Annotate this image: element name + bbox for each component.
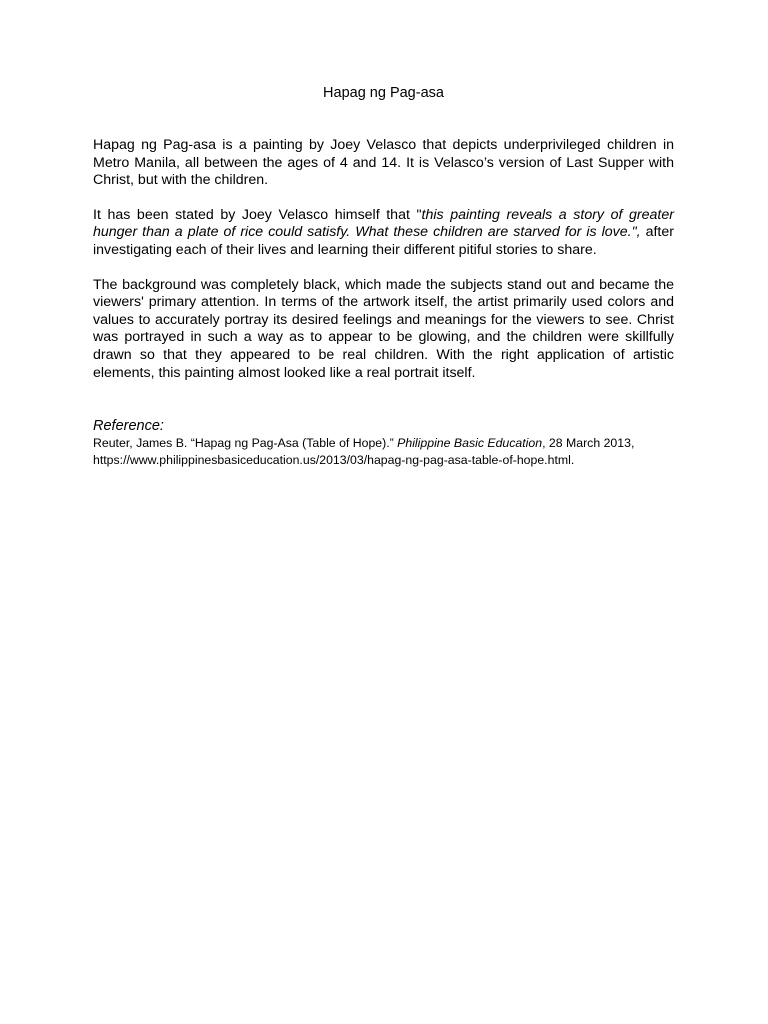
paragraph-intro: Hapag ng Pag-asa is a painting by Joey Velasco that depicts underprivileged children in Metro Manila, all between the ages of 4 and 14. It is Velasco’s version of Last Supper with Christ, but with the children. — [93, 137, 674, 189]
citation-url: https://www.philippinesbasiceducation.us/2013/03/hapag-ng-pag-asa-table-of-hope.html. — [93, 452, 575, 467]
quote-trailing-text: after investigating each of their lives and learning their different pitiful stories to share. — [93, 224, 674, 258]
document-page — [93, 84, 674, 468]
document-title: Hapag ng Pag-asa — [323, 85, 444, 101]
citation-author-title: Reuter, James B. “Hapag ng Pag-Asa (Table of Hope).” — [93, 436, 398, 451]
citation-date: , 28 March 2013, — [542, 436, 635, 451]
quote-lead-text: It has been stated by Joey Velasco himself that " — [93, 206, 422, 223]
velasco-quote: this painting reveals a story of greater hunger than a plate of rice could satisfy. What these children are starved for is love.", — [93, 206, 674, 241]
reference-citation — [93, 435, 674, 468]
citation-source: Philippine Basic Education — [397, 436, 543, 451]
paragraph-analysis: The background was completely black, which made the subjects stand out and became the viewers' primary attention. In terms of the artwork itself, the artist primarily used colors and values to accurately portray its desired feelings and meanings for the viewers to see. Christ was portrayed in such a way as to appear to be glowing, and the children were skillfully drawn so that they appeared to be real children. With the right application of artistic elements, this painting almost looked like a real portrait itself. — [93, 276, 674, 381]
paragraph-quote — [93, 207, 674, 260]
reference-heading: Reference: — [93, 418, 164, 435]
